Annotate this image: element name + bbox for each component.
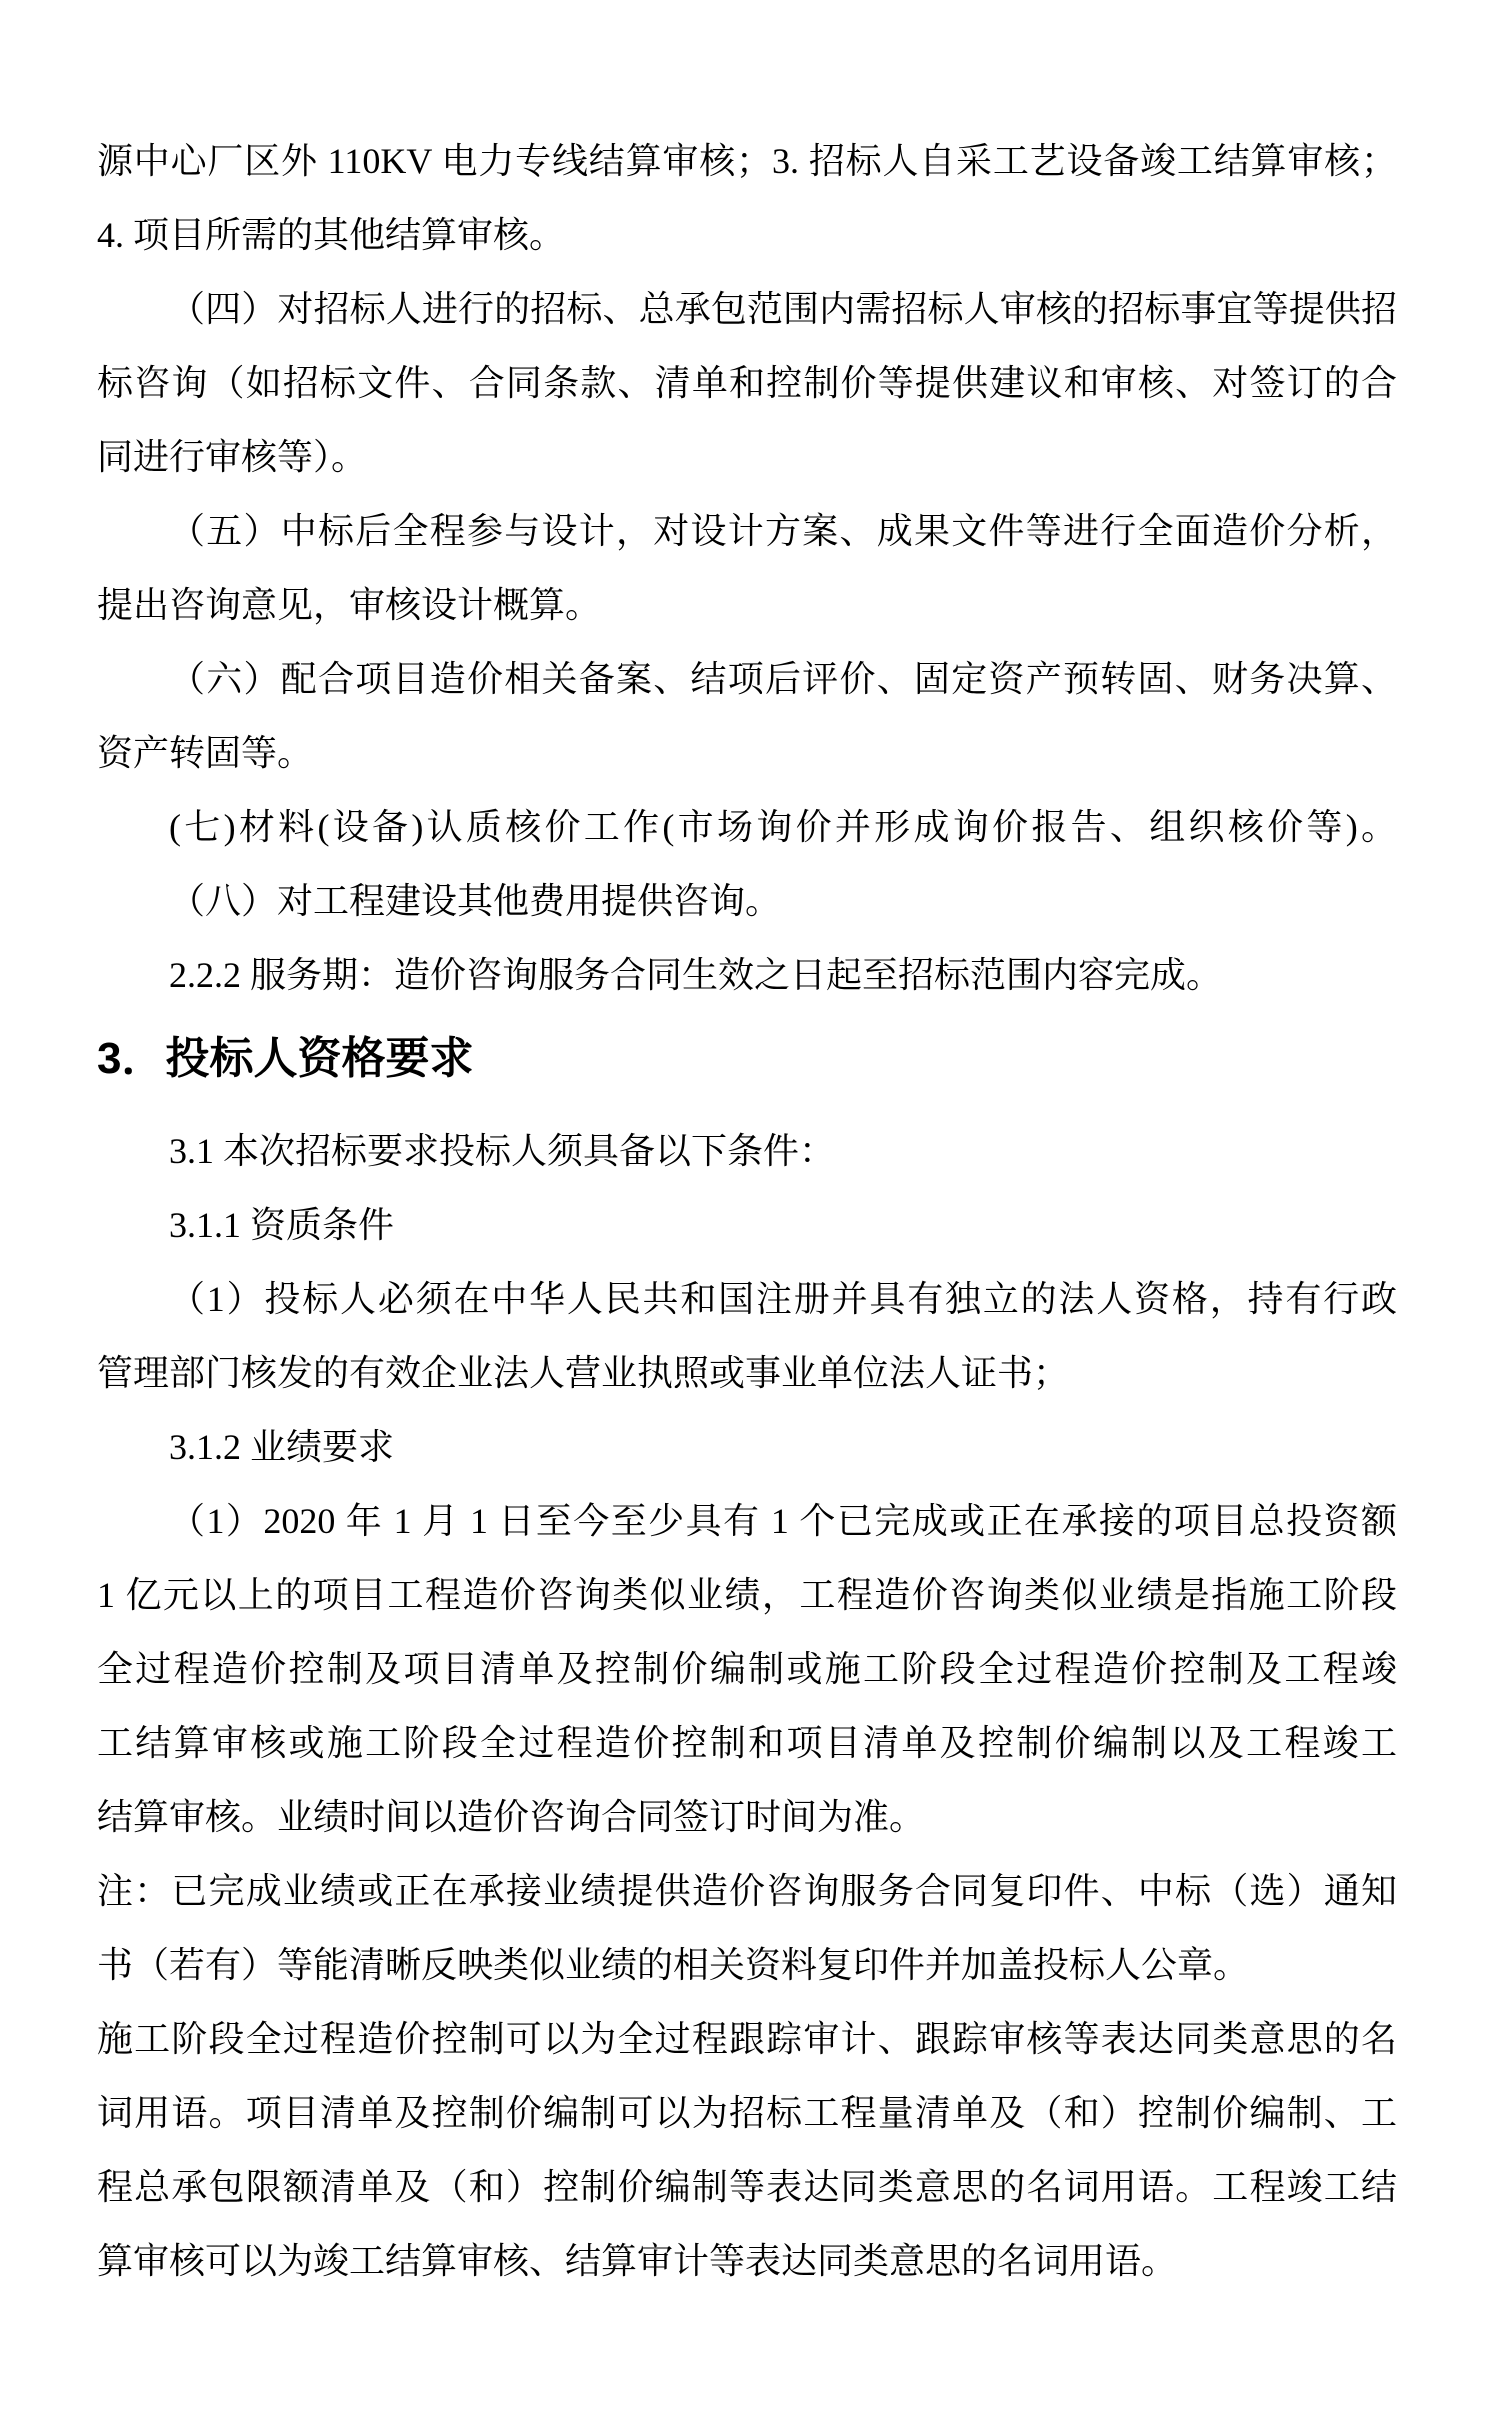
doc-text-line: (七)材料(设备)认质核价工作(市场询价并形成询价报告、组织核价等)。 [169,807,1397,847]
doc-text-line: 词用语。项目清单及控制价编制可以为招标工程量清单及（和）控制价编制、工 [97,2093,1397,2133]
doc-text-line: （1）2020 年 1 月 1 日至今至少具有 1 个已完成或正在承接的项目总投资额 [169,1501,1397,1541]
doc-text-line: 3.1.2 业绩要求 [169,1427,395,1467]
doc-text-line: （六）配合项目造价相关备案、结项后评价、固定资产预转固、财务决算、 [169,659,1397,699]
doc-text-line: 同进行审核等）。 [97,437,368,477]
doc-text-line: 注：已完成业绩或正在承接业绩提供造价咨询服务合同复印件、中标（选）通知 [97,1871,1397,1911]
doc-text-line: 结算审核。业绩时间以造价咨询合同签订时间为准。 [97,1797,926,1837]
doc-text-line: 工结算审核或施工阶段全过程造价控制和项目清单及控制价编制以及工程竣工 [97,1723,1397,1763]
doc-text-line: （1）投标人必须在中华人民共和国注册并具有独立的法人资格，持有行政 [169,1279,1397,1319]
doc-text-line: 3.1 本次招标要求投标人须具备以下条件： [169,1131,836,1171]
doc-text-line: 书（若有）等能清晰反映类似业绩的相关资料复印件并加盖投标人公章。 [97,1945,1250,1985]
doc-text-line: 源中心厂区外 110KV 电力专线结算审核；3. 招标人自采工艺设备竣工结算审核； [97,141,1397,181]
doc-text-line: 3.1.1 资质条件 [169,1205,395,1245]
doc-text-line: 4. 项目所需的其他结算审核。 [97,215,566,255]
doc-text-line: （五）中标后全程参与设计，对设计方案、成果文件等进行全面造价分析， [169,511,1397,551]
doc-text-line: 1 亿元以上的项目工程造价咨询类似业绩，工程造价咨询类似业绩是指施工阶段 [97,1575,1397,1615]
doc-text-line: 全过程造价控制及项目清单及控制价编制或施工阶段全过程造价控制及工程竣 [97,1649,1397,1689]
doc-text-line: 资产转固等。 [97,733,314,773]
doc-text-line: 算审核可以为竣工结算审核、结算审计等表达同类意思的名词用语。 [97,2241,1178,2281]
doc-text-line: 2.2.2 服务期：造价咨询服务合同生效之日起至招标范围内容完成。 [169,955,1223,995]
section-3-heading: 3．投标人资格要求 [97,1034,474,1083]
doc-text-line: 提出咨询意见，审核设计概算。 [97,585,602,625]
doc-text-line: 管理部门核发的有效企业法人营业执照或事业单位法人证书； [97,1353,1070,1393]
doc-text-line: （四）对招标人进行的招标、总承包范围内需招标人审核的招标事宜等提供招 [169,289,1397,329]
doc-text-line: 程总承包限额清单及（和）控制价编制等表达同类意思的名词用语。工程竣工结 [97,2167,1397,2207]
doc-text-line: 施工阶段全过程造价控制可以为全过程跟踪审计、跟踪审核等表达同类意思的名 [97,2019,1397,2059]
doc-text-line: 标咨询（如招标文件、合同条款、清单和控制价等提供建议和审核、对签订的合 [97,363,1397,403]
doc-text-line: （八）对工程建设其他费用提供咨询。 [169,881,782,921]
